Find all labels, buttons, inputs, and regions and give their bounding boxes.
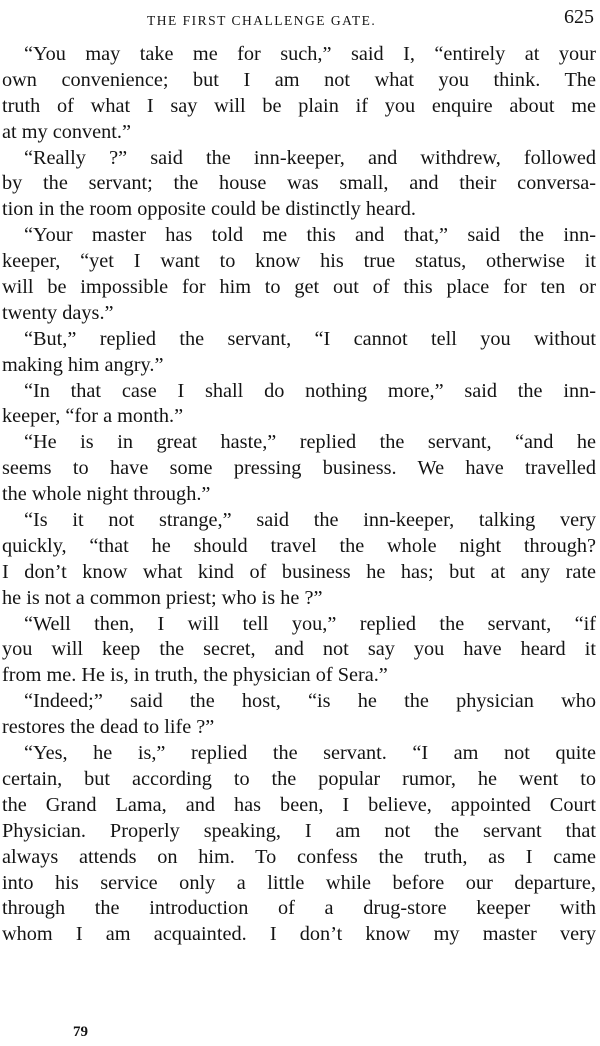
- text-line: the whole night through.”: [2, 483, 211, 506]
- text-line: restores the dead to life ?”: [2, 716, 215, 739]
- text-line: “Indeed;” said the host, “is he the physician who: [24, 690, 596, 713]
- text-line: will be impossible for him to get out of this place for ten or: [2, 276, 596, 299]
- text-line: “Yes, he is,” replied the servant. “I am not quite: [24, 742, 596, 765]
- text-line: keeper, “for a month.”: [2, 405, 184, 428]
- text-line: tion in the room opposite could be distinctly heard.: [2, 198, 417, 221]
- text-line: “You may take me for such,” said I, “entirely at your: [24, 43, 596, 65]
- text-line: “Well then, I will tell you,” replied the servant, “if: [24, 612, 596, 635]
- text-line: Physician. Properly speaking, I am not the servant that: [2, 819, 596, 842]
- text-line: through the introduction of a drug-store keeper with: [2, 897, 596, 920]
- text-line: certain, but according to the popular rumor, he went to: [2, 767, 596, 790]
- text-line: “In that case I shall do nothing more,” said the inn-: [24, 379, 596, 402]
- text-line: seems to have some pressing business. We have travelled: [2, 457, 596, 480]
- text-line: you will keep the secret, and not say you have heard it: [2, 638, 596, 661]
- text-line: “He is in great haste,” replied the servant, “and he: [24, 431, 596, 454]
- text-line: whom I am acquainted. I don’t know my master very: [2, 923, 596, 946]
- text-line: always attends on him. To confess the truth, as I came: [2, 845, 596, 868]
- text-line: into his service only a little while before our departure,: [2, 871, 596, 894]
- text-line: the Grand Lama, and has been, I believe, appointed Court: [2, 793, 596, 816]
- text-line: truth of what I say will be plain if you enquire about me: [2, 94, 596, 117]
- text-line: twenty days.”: [2, 301, 114, 324]
- text-line: from me. He is, in truth, the physician of Sera.”: [2, 664, 388, 687]
- text-line: “Really ?” said the inn-keeper, and withdrew, followed: [24, 146, 596, 169]
- running-head: THE FIRST CHALLENGE GATE.: [147, 13, 377, 28]
- body-text: [2, 42, 596, 948]
- page-number: 625: [564, 6, 594, 28]
- text-line: quickly, “that he should travel the whole night through?: [2, 534, 596, 557]
- text-line: “Is it not strange,” said the inn-keeper, talking very: [24, 509, 596, 532]
- text-line: he is not a common priest; who is he ?”: [2, 586, 323, 609]
- text-line: I don’t know what kind of business he has; but at any rate: [2, 560, 596, 583]
- page-header: [0, 4, 600, 34]
- text-line: keeper, “yet I want to know his true status, otherwise it: [2, 250, 596, 273]
- text-line: own convenience; but I am not what you think. The: [2, 68, 596, 91]
- text-line: by the servant; the house was small, and their conversa-: [2, 172, 596, 195]
- signature-mark: 79: [73, 1024, 88, 1040]
- text-line: “Your master has told me this and that,” said the inn-: [24, 224, 596, 247]
- text-line: making him angry.”: [2, 353, 164, 376]
- text-line: “But,” replied the servant, “I cannot tell you without: [24, 327, 596, 350]
- text-line: at my convent.”: [2, 120, 131, 143]
